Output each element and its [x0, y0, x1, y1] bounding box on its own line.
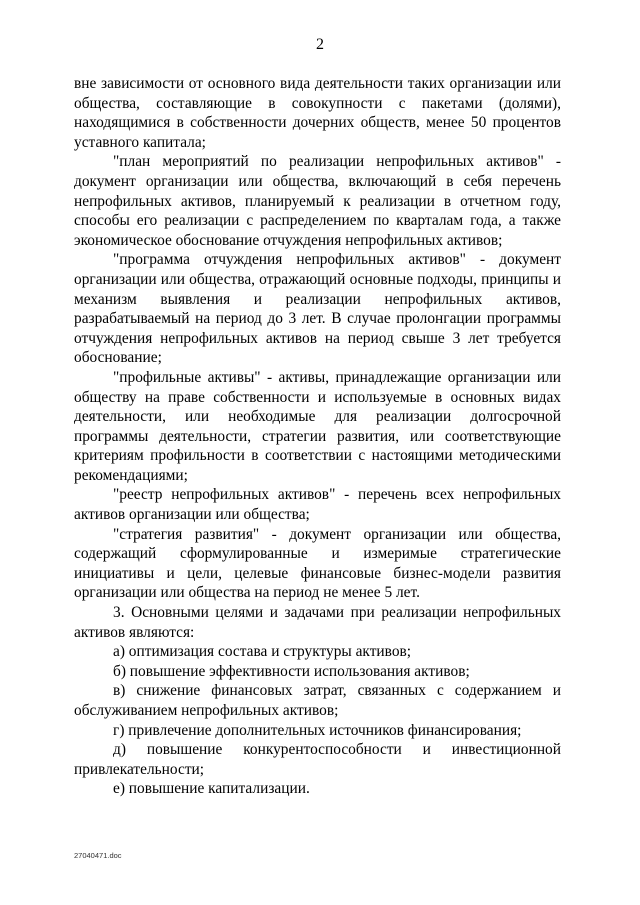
definition-core-assets: "профильные активы" - активы, принадлежащие организации или обществу на праве собственности и используемые в основных видах деятельности, или необходимые для реализации долгосрочной программы деятельности, стратегии развития, или соответствующие критериям профильности в соответствии с настоящими методическими рекомендациями;: [74, 368, 561, 484]
paragraph-continuation: вне зависимости от основного вида деятельности таких организации или общества, составляющие в совокупности с пакетами (долями), находящимися в собственности дочерних обществ, менее 50 процентов уставного капитала;: [74, 75, 561, 151]
definition-plan: "план мероприятий по реализации непрофильных активов" - документ организации или общества, включающий в себя перечень непрофильных активов, планируемый к реализации в отчетном году, способы его реализации с распределением по кварталам года, а также экономическое обоснование отчуждения непрофильных активов;: [74, 153, 561, 249]
list-item-d: д) повышение конкурентоспособности и инвестиционной привлекательности;: [74, 741, 561, 778]
list-item-v: в) снижение финансовых затрат, связанных с содержанием и обслуживанием непрофильных активов;: [74, 682, 561, 719]
list-item-b: б) повышение эффективности использования активов;: [113, 662, 470, 680]
footer-filename: 27040471.doc: [74, 851, 122, 860]
list-item-e: е) повышение капитализации.: [113, 780, 310, 798]
page-number: 2: [316, 36, 324, 53]
section-3-heading: 3. Основными целями и задачами при реализации непрофильных активов являются:: [74, 604, 561, 641]
definition-registry: "реестр непрофильных активов" - перечень всех непрофильных активов организации или общества;: [74, 486, 561, 524]
list-item-a: а) оптимизация состава и структуры активов;: [113, 643, 412, 661]
definition-program: "программа отчуждения непрофильных активов" - документ организации или общества, отражающий основные подходы, принципы и механизм выявления и реализации непрофильных активов, разрабатываемый на период до 3 лет. В случае пролонгации программы отчуждения непрофильных активов на период свыше 3 лет требуется обоснование;: [74, 251, 561, 367]
list-item-g: г) привлечение дополнительных источников финансирования;: [113, 721, 522, 739]
document-body: [74, 74, 561, 799]
definition-strategy: "стратегия развития" - документ организации или общества, содержащий сформулированные и измеримые стратегические инициативы и цели, целевые финансовые бизнес-модели развития организации или общества на период не менее 5 лет.: [74, 525, 561, 602]
